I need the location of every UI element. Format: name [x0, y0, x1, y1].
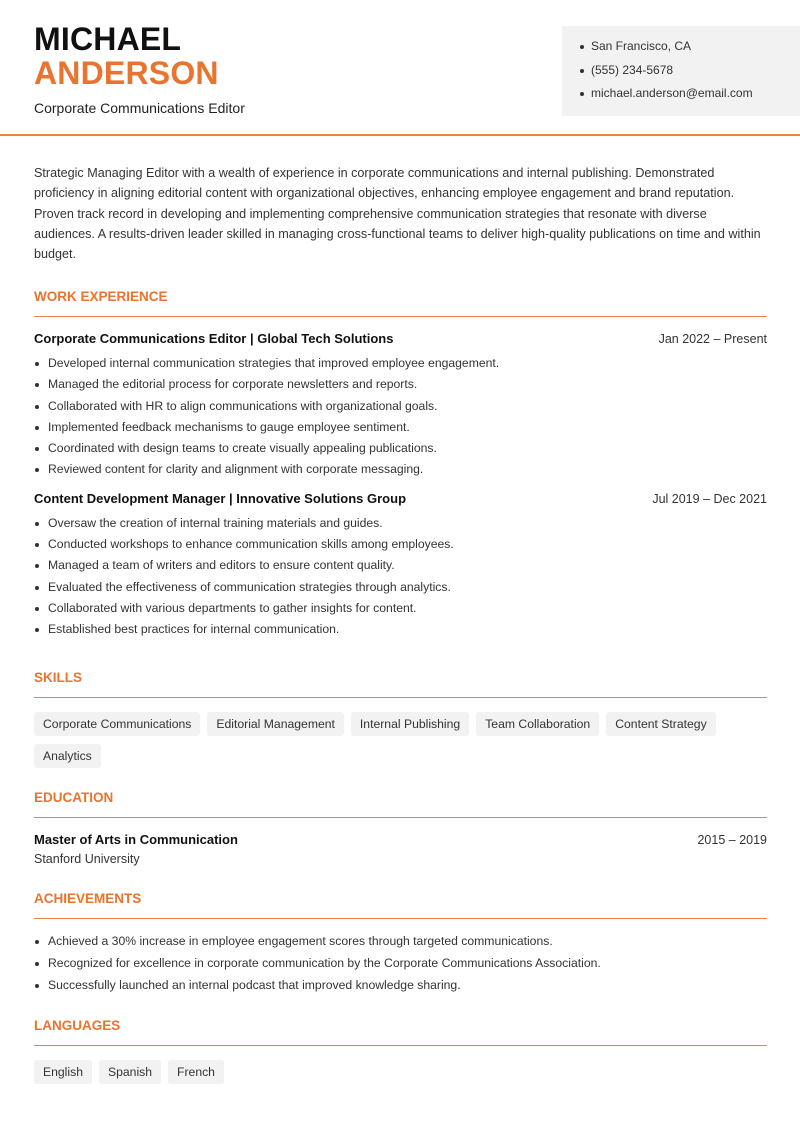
bullet-icon	[35, 468, 39, 472]
contact-location	[580, 38, 784, 62]
skill-tag: Content Strategy	[606, 712, 715, 736]
list-item	[34, 579, 767, 600]
contact-email	[580, 85, 784, 109]
job-entry	[34, 491, 767, 643]
job-dates: Jan 2022 – Present	[658, 332, 767, 346]
skill-tag: Corporate Communications	[34, 712, 200, 736]
bullet-text: Established best practices for internal communication.	[48, 622, 340, 637]
bullet-text: Conducted workshops to enhance communication skills among employees.	[48, 537, 454, 552]
section-divider	[34, 316, 767, 317]
list-item	[34, 419, 767, 440]
skill-tag: Internal Publishing	[351, 712, 469, 736]
list-item	[34, 376, 767, 397]
contact-phone	[580, 62, 784, 86]
language-tags	[34, 1060, 767, 1084]
list-item	[34, 600, 767, 621]
section-title-experience: WORK EXPERIENCE	[34, 289, 168, 304]
section-title-achievements: ACHIEVEMENTS	[34, 891, 142, 906]
summary-paragraph: Strategic Managing Editor with a wealth of experience in corporate communications and internal publishing. Demonstrated proficiency in aligning editorial content with organizational objectives, enhancing employee engagement and brand reputation. Proven track record in developing and implementing comprehensive communication strategies that resonate with diverse audiences. A results-driven leader skilled in managing cross-functional teams to deliver high-quality publications on time and within budget.	[34, 166, 761, 262]
skill-tag: Team Collaboration	[476, 712, 599, 736]
language-tag: English	[34, 1060, 92, 1084]
bullet-text: Evaluated the effectiveness of communication strategies through analytics.	[48, 579, 451, 594]
bullet-icon	[580, 92, 584, 96]
bullet-icon	[35, 984, 39, 988]
first-name: MICHAEL	[34, 21, 182, 57]
skill-tag: Analytics	[34, 744, 101, 768]
bullet-text: Successfully launched an internal podcast that improved knowledge sharing.	[48, 978, 461, 992]
job-role: Content Development Manager | Innovative Solutions Group	[34, 490, 407, 506]
education-section	[34, 788, 767, 866]
languages-section	[34, 1016, 767, 1084]
bullet-text: Recognized for excellence in corporate communication by the Corporate Communications Association.	[48, 956, 601, 970]
skill-tag: Editorial Management	[207, 712, 344, 736]
school-name: Stanford University	[34, 852, 140, 866]
bullet-text: Implemented feedback mechanisms to gauge employee sentiment.	[48, 419, 410, 434]
list-item	[34, 977, 767, 999]
candidate-name	[34, 22, 219, 90]
section-divider	[34, 918, 767, 919]
section-title-languages: LANGUAGES	[34, 1018, 121, 1033]
bullet-text: Oversaw the creation of internal training materials and guides.	[48, 515, 383, 530]
bullet-text: Coordinated with design teams to create visually appealing publications.	[48, 441, 437, 456]
bullet-icon	[580, 69, 584, 73]
bullet-icon	[35, 447, 39, 451]
bullet-icon	[35, 405, 39, 409]
achievements-section	[34, 889, 767, 999]
bullet-text: Managed the editorial process for corporate newsletters and reports.	[48, 377, 418, 392]
bullet-text: Collaborated with various departments to gather insights for content.	[48, 600, 417, 615]
bullet-icon	[35, 426, 39, 430]
contact-email-text: michael.anderson@email.com	[591, 86, 753, 100]
list-item	[34, 515, 767, 536]
bullet-text: Managed a team of writers and editors to ensure content quality.	[48, 558, 395, 573]
work-experience-section	[34, 287, 767, 643]
contact-phone-text: (555) 234-5678	[591, 62, 674, 77]
list-item	[34, 355, 767, 376]
bullet-icon	[35, 586, 39, 590]
section-divider	[34, 817, 767, 818]
language-tag: French	[168, 1060, 224, 1084]
section-title-skills: SKILLS	[34, 670, 83, 685]
language-tag: Spanish	[99, 1060, 161, 1084]
education-dates: 2015 – 2019	[697, 833, 767, 847]
bullet-icon	[35, 628, 39, 632]
contact-box	[562, 26, 800, 116]
bullet-icon	[35, 962, 39, 966]
section-divider	[34, 1045, 767, 1046]
bullet-text: Developed internal communication strategies that improved employee engagement.	[48, 356, 500, 370]
list-item	[34, 440, 767, 461]
list-item	[34, 536, 767, 557]
bullet-icon	[35, 607, 39, 611]
bullet-icon	[35, 362, 39, 366]
last-name: ANDERSON	[34, 55, 219, 91]
section-title-education: EDUCATION	[34, 790, 114, 805]
skills-tags	[34, 712, 767, 768]
bullet-text: Achieved a 30% increase in employee engagement scores through targeted communications.	[48, 934, 553, 948]
list-item	[34, 955, 767, 977]
list-item	[34, 461, 767, 482]
job-role: Corporate Communications Editor | Global Tech Solutions	[34, 331, 394, 346]
bullet-text: Collaborated with HR to align communications with organizational goals.	[48, 398, 438, 413]
job-entry	[34, 331, 767, 483]
bullet-text: Reviewed content for clarity and alignment with corporate messaging.	[48, 462, 424, 477]
bullet-icon	[35, 383, 39, 387]
bullet-icon	[35, 543, 39, 547]
section-divider	[34, 697, 767, 698]
skills-section	[34, 668, 767, 768]
job-title: Corporate Communications Editor	[34, 100, 245, 116]
bullet-icon	[580, 45, 584, 49]
job-dates: Jul 2019 – Dec 2021	[652, 491, 767, 506]
list-item	[34, 398, 767, 419]
degree-title: Master of Arts in Communication	[34, 832, 238, 847]
bullet-icon	[35, 522, 39, 526]
list-item	[34, 933, 767, 955]
resume-header	[0, 0, 800, 136]
contact-location-text: San Francisco, CA	[591, 39, 692, 53]
bullet-icon	[35, 564, 39, 568]
list-item	[34, 621, 767, 642]
list-item	[34, 557, 767, 578]
bullet-icon	[35, 940, 39, 944]
